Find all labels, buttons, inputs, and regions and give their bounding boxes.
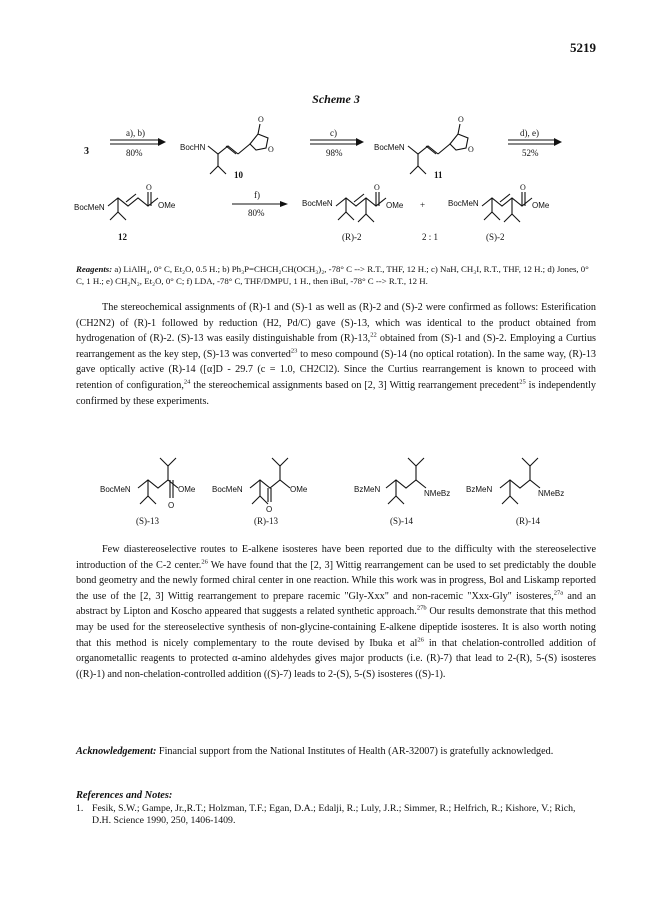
bocmen-label: BocMeN bbox=[302, 199, 333, 208]
oxygen-label: O bbox=[146, 183, 152, 192]
oxygen-label: O bbox=[468, 145, 474, 154]
scheme-title: Scheme 3 bbox=[312, 92, 360, 106]
compound-number-10: 10 bbox=[234, 170, 243, 180]
compound-number-11: 11 bbox=[434, 170, 443, 180]
step2-reagents: c) bbox=[330, 128, 337, 138]
reference-item bbox=[76, 803, 596, 828]
compound-label-s2: (S)-2 bbox=[486, 232, 505, 242]
structure-10 bbox=[208, 124, 268, 174]
structure-r13 bbox=[250, 458, 290, 504]
page-number: 5219 bbox=[570, 40, 596, 55]
start-compound-number: 3 bbox=[84, 146, 89, 157]
references-section bbox=[76, 790, 596, 828]
ome-label: OMe bbox=[290, 485, 308, 494]
scheme-3-diagram bbox=[60, 112, 620, 262]
structure-s13 bbox=[138, 458, 178, 504]
acknowledgement-heading: Acknowledgement: bbox=[76, 746, 157, 757]
step3-yield: 52% bbox=[522, 148, 539, 158]
references-title: References and Notes: bbox=[76, 790, 173, 801]
citation: 27a bbox=[553, 589, 564, 597]
step2-yield: 98% bbox=[326, 148, 343, 158]
reference-text: Fesik, S.W.; Gampe, Jr.,R.T.; Holzman, T.F.; Egan, D.A.; Edalji, R.; Luly, J.R.; Simmer, R.; Helfrich, R.; Kishore, V.; Rich, D.H. Science 1990, 250, 1406-1409. bbox=[92, 802, 576, 826]
bocmen-label: BocMeN bbox=[374, 143, 405, 152]
citation: 26 bbox=[417, 636, 424, 644]
bocmen-label: BocMeN bbox=[100, 485, 131, 494]
product-ratio: 2 : 1 bbox=[422, 232, 439, 242]
compound-number-12: 12 bbox=[118, 232, 127, 242]
acknowledgement bbox=[76, 744, 596, 760]
step1-reagents: a), b) bbox=[126, 128, 145, 138]
structure-r2 bbox=[336, 192, 386, 222]
bocmen-label: BocMeN bbox=[74, 203, 105, 212]
ome-label: OMe bbox=[386, 201, 404, 210]
ome-label: OMe bbox=[178, 485, 196, 494]
paragraph-diastereoselective: Few diastereoselective routes to E-alkene isosteres have been reported due to the difficulty with the stereoselective introduction of the C-2 center.$^{26}$ We have found that the [2, 3] Wittig rearrangement can be used to set predictably the double bond geometry and the newly formed chiral center in one reaction. While this work was in progress, Bol and Liskamp reported the use of the [2, 3] Wittig rearrangement to prepare racemic "Gly-Xxx" and non-racemic "Xxx-Gly" isosteres,$^{27a}$ and an abstract by Lipton and Koscho appeared that suggests a related synthetic approach.$^{27b}$ Our results demonstrate that this method may be used for the stereoselective synthesis of non-glycine-containing E-alkene dipeptide isosteres. It is also worth noting that this method is nicely complementary to the route devised by Ibuka et $al^{26}$ in that chelation-controlled addition of organometallic reagents to protected α-amino aldehydes gives major products (i.e. (R)-7) that lead to 2-(R), 5-(S) isosteres ((R)-1) and non-chelation-controlled addition ((S)-7) leads to 2-(S), 5-(S) isosteres ((S)-1). bbox=[76, 544, 596, 680]
ome-label: OMe bbox=[532, 201, 550, 210]
step4-yield: 80% bbox=[248, 208, 265, 218]
nmebz-label: NMeBz bbox=[424, 489, 451, 498]
compound-label-r14: (R)-14 bbox=[516, 516, 540, 526]
oxygen-label: O bbox=[520, 183, 526, 192]
oxygen-label: O bbox=[374, 183, 380, 192]
reagents-footnote bbox=[76, 264, 592, 288]
citation: 25 bbox=[519, 378, 526, 386]
acknowledgement-text: Financial support from the National Institutes of Health (AR-32007) is gratefully acknowledged. bbox=[156, 746, 554, 757]
reagents-label: Reagents: bbox=[76, 264, 113, 274]
bocmen-label: BocMeN bbox=[212, 485, 243, 494]
oxygen-label: O bbox=[268, 145, 274, 154]
compound-label-s13: (S)-13 bbox=[136, 516, 159, 526]
step4-reagents: f) bbox=[254, 190, 260, 200]
oxygen-label: O bbox=[258, 115, 264, 124]
citation: 26 bbox=[201, 558, 208, 566]
structure-s2 bbox=[482, 192, 532, 222]
structure-r14 bbox=[500, 458, 540, 504]
nmebz-label: NMeBz bbox=[538, 489, 565, 498]
step1-yield: 80% bbox=[126, 148, 143, 158]
bochn-label: BocHN bbox=[180, 143, 206, 152]
citation: 23 bbox=[290, 347, 298, 355]
oxygen-label: O bbox=[266, 505, 273, 514]
compounds-13-14-diagram bbox=[90, 446, 590, 536]
citation: 24 bbox=[183, 378, 191, 386]
reference-number: 1. bbox=[76, 802, 84, 814]
bzmen-label: BzMeN bbox=[466, 485, 493, 494]
compound-label-s14: (S)-14 bbox=[390, 516, 413, 526]
compound-label-r2: (R)-2 bbox=[342, 232, 362, 242]
structure-11 bbox=[408, 124, 468, 174]
bocmen-label: BocMeN bbox=[448, 199, 479, 208]
ome-label: OMe bbox=[158, 201, 176, 210]
reagents-text: a) LiAlH₄, 0° C, Et₂O, 0.5 H.; b) Ph₃P=CHCH₂CH(OCH₃)₂, -78° C --> R.T., THF, 12 H.; c) NaH, CH₃I, R.T., THF, 12 H.; d) Jones, 0° C, 1 H.; e) CH₂N₂, Et₂O, 0° C; f) LDA, -78° C, THF/DMPU, 1 H., then iBuI, -78° C --> R.T., 12 H. bbox=[76, 264, 589, 286]
citation: 27b bbox=[416, 604, 427, 612]
citation: 22 bbox=[370, 331, 377, 339]
plus-sign: + bbox=[420, 200, 426, 210]
oxygen-label: O bbox=[458, 115, 464, 124]
structure-s14 bbox=[386, 458, 426, 504]
step3-reagents: d), e) bbox=[520, 128, 539, 138]
structure-12 bbox=[108, 192, 158, 220]
oxygen-label: O bbox=[168, 501, 175, 510]
compound-label-r13: (R)-13 bbox=[254, 516, 278, 526]
bzmen-label: BzMeN bbox=[354, 485, 381, 494]
paragraph-stereochemistry: The stereochemical assignments of (R)-1 and (S)-1 as well as (R)-2 and (S)-2 were confirmed as follows: Esterification (CH2N2) of (R)-1 followed by reduction (H2, Pd/C) gave (S)-13, which was identical to the product obtained from hydrogenation of (R)-2. (S)-13 was easily distinguishable from (R)-13,22 obtained from (S)-1 and (S)-2. Employing a Curtius rearrangement as the key step, (S)-13 was converted$^{23}$ to meso compound (S)-14 (no optical rotation). In the same way, (R)-13 gave optically active (R)-14 ([α]D - 29.7 (c = 1.0, CH2Cl2). Since the Curtius rearrangement is known to proceed with retention of configuration,$^{24}$ the stereochemical assignments based on [2, 3] Wittig rearrangement precedent$^{25}$ is independently confirmed by these experiments. bbox=[76, 302, 597, 407]
